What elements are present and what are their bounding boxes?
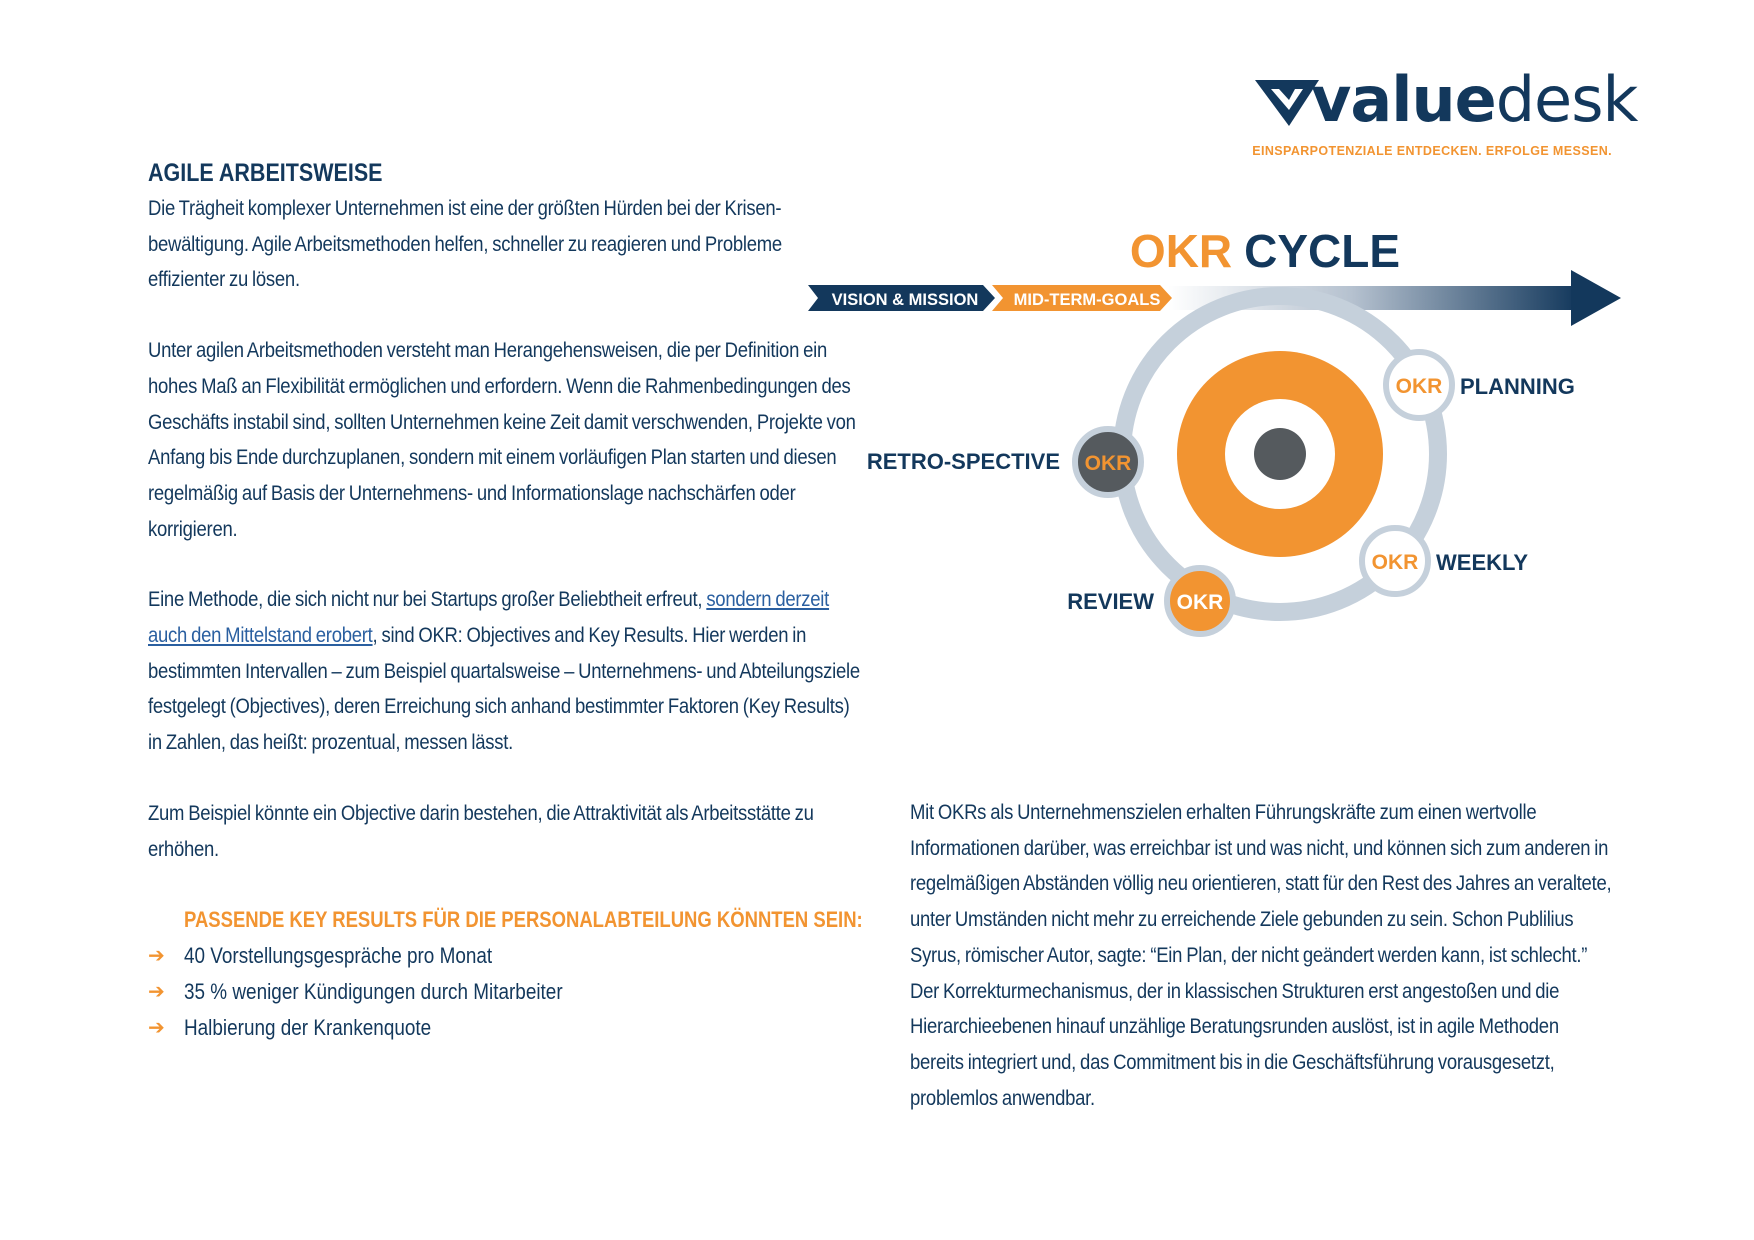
key-results-list — [148, 938, 858, 1045]
mid-term-goals-label: MID-TERM-GOALS — [1013, 291, 1161, 309]
list-item-text: 40 Vorstellungsgespräche pro Monat — [184, 943, 493, 969]
logo-chevron-icon — [1255, 76, 1319, 128]
retrospective-label: RETRO-SPECTIVE — [866, 449, 1060, 474]
arrow-right-icon: ➔ — [148, 978, 165, 1003]
paragraph-3-start: Eine Methode, die sich nicht nur bei Startups großer Beliebtheit erfreut, — [148, 587, 707, 612]
logo-tagline: EINSPARPOTENZIALE ENTDECKEN. ERFOLGE MESSEN. — [1252, 144, 1612, 158]
review-label: REVIEW — [1067, 589, 1154, 614]
list-item-text: Halbierung der Krankenquote — [184, 1014, 432, 1040]
diagram-title-okr: OKR — [1129, 225, 1233, 277]
planning-node-label: OKR — [1395, 375, 1443, 398]
okr-cycle-svg — [808, 222, 1628, 642]
diagram-title-cycle: CYCLE — [1244, 225, 1401, 277]
vision-mission-label: VISION & MISSION — [831, 291, 979, 309]
okr-cycle-diagram — [808, 222, 1628, 642]
right-paragraph: Mit OKRs als Unternehmenszielen erhalten Führungskräfte zum einen wertvolle Informationen darüber, was erreichbar ist und was nicht, und können sich zum anderen in regelmäßigen Abständen völlig neu orientieren, statt für den Rest des Jahres an veraltete, unter Umständen nicht mehr zu erreichende Ziele gebunden zu sein. Schon Publilius Syrus, römischer Autor, sagte: “Ein Plan, der nicht geändert werden kann, ist schlecht.” Der Korrekturmechanismus, der in klassischen Strukturen erst angestoßen und die Hierarchieebenen hinauf unzählige Beratungsrunden auslöst, ist in agile Methoden bereits integriert und, das Commitment bis in die Geschäftsführung vorausgesetzt, problemlos anwendbar. — [910, 800, 1612, 1110]
right-column — [910, 795, 1610, 1116]
list-item-text: 35 % weniger Kündigungen durch Mitarbeiter — [184, 978, 563, 1004]
paragraph-2: Unter agilen Arbeitsmethoden versteht man Herangehensweisen, die per Definition ein hohes Maß an Flexibilität ermöglichen und erfordern. Wenn die Rahmenbedingungen des Geschäfts instabil sind, sollten Unternehmen keine Zeit damit verschwenden, Projekte von Anfang bis Ende durchzuplanen, sondern mit einem vorläufigen Plan starten und diesen regelmäßig auf Basis der Unternehmens- und Informationslage nachschärfen oder korrigieren. — [148, 338, 856, 541]
planning-label: PLANNING — [1460, 374, 1575, 399]
left-column — [148, 155, 863, 1045]
mittelstand-link[interactable]: sondern derzeit auch den Mittelstand erobert — [148, 587, 830, 648]
weekly-label: WEEKLY — [1436, 550, 1529, 575]
list-item — [148, 974, 858, 1010]
valuedesk-logo — [1252, 63, 1638, 172]
arrow-right-icon: ➔ — [148, 943, 165, 968]
paragraph-4: Zum Beispiel könnte ein Objective darin bestehen, die Attraktivität als Arbeitsstätte zu erhöhen. — [148, 800, 814, 861]
diagram-title — [1130, 225, 1400, 277]
logo-word-light: desk — [1495, 63, 1638, 136]
arrow-right-icon: ➔ — [148, 1014, 165, 1039]
paragraph-3-end: , sind OKR: Objectives and Key Results. Hier werden in bestimmten Intervallen – zum Beispiel quartalsweise – Unternehmens- und Abteilungsziele festgelegt (Objectives), deren Erreichung sich anhand bestimmter Faktoren (Key Results) in Zahlen, das heißt: prozentual, messen lässt. — [148, 623, 860, 755]
retrospective-node-label: OKR — [1084, 452, 1132, 475]
timeline-arrowhead — [1571, 270, 1621, 326]
paragraph-1: Die Trägheit komplexer Unternehmen ist eine der größten Hürden bei der Krisenbewältigung. Agile Arbeitsmethoden helfen, schneller zu reagieren und Probleme effizienter zu lösen. — [148, 196, 782, 292]
list-item — [148, 1010, 858, 1046]
logo-wordmark — [1311, 64, 1637, 136]
review-node-label: OKR — [1176, 591, 1224, 614]
logo-word-bold: value — [1311, 63, 1496, 136]
section-heading: AGILE ARBEITSWEISE — [148, 159, 383, 187]
list-item — [148, 938, 858, 974]
weekly-node-label: OKR — [1371, 551, 1419, 574]
key-results-heading: PASSENDE KEY RESULTS FÜR DIE PERSONALABTEILUNG KÖNNTEN SEIN: — [184, 907, 863, 933]
paragraph-3 — [148, 582, 862, 761]
target-center — [1254, 428, 1306, 480]
